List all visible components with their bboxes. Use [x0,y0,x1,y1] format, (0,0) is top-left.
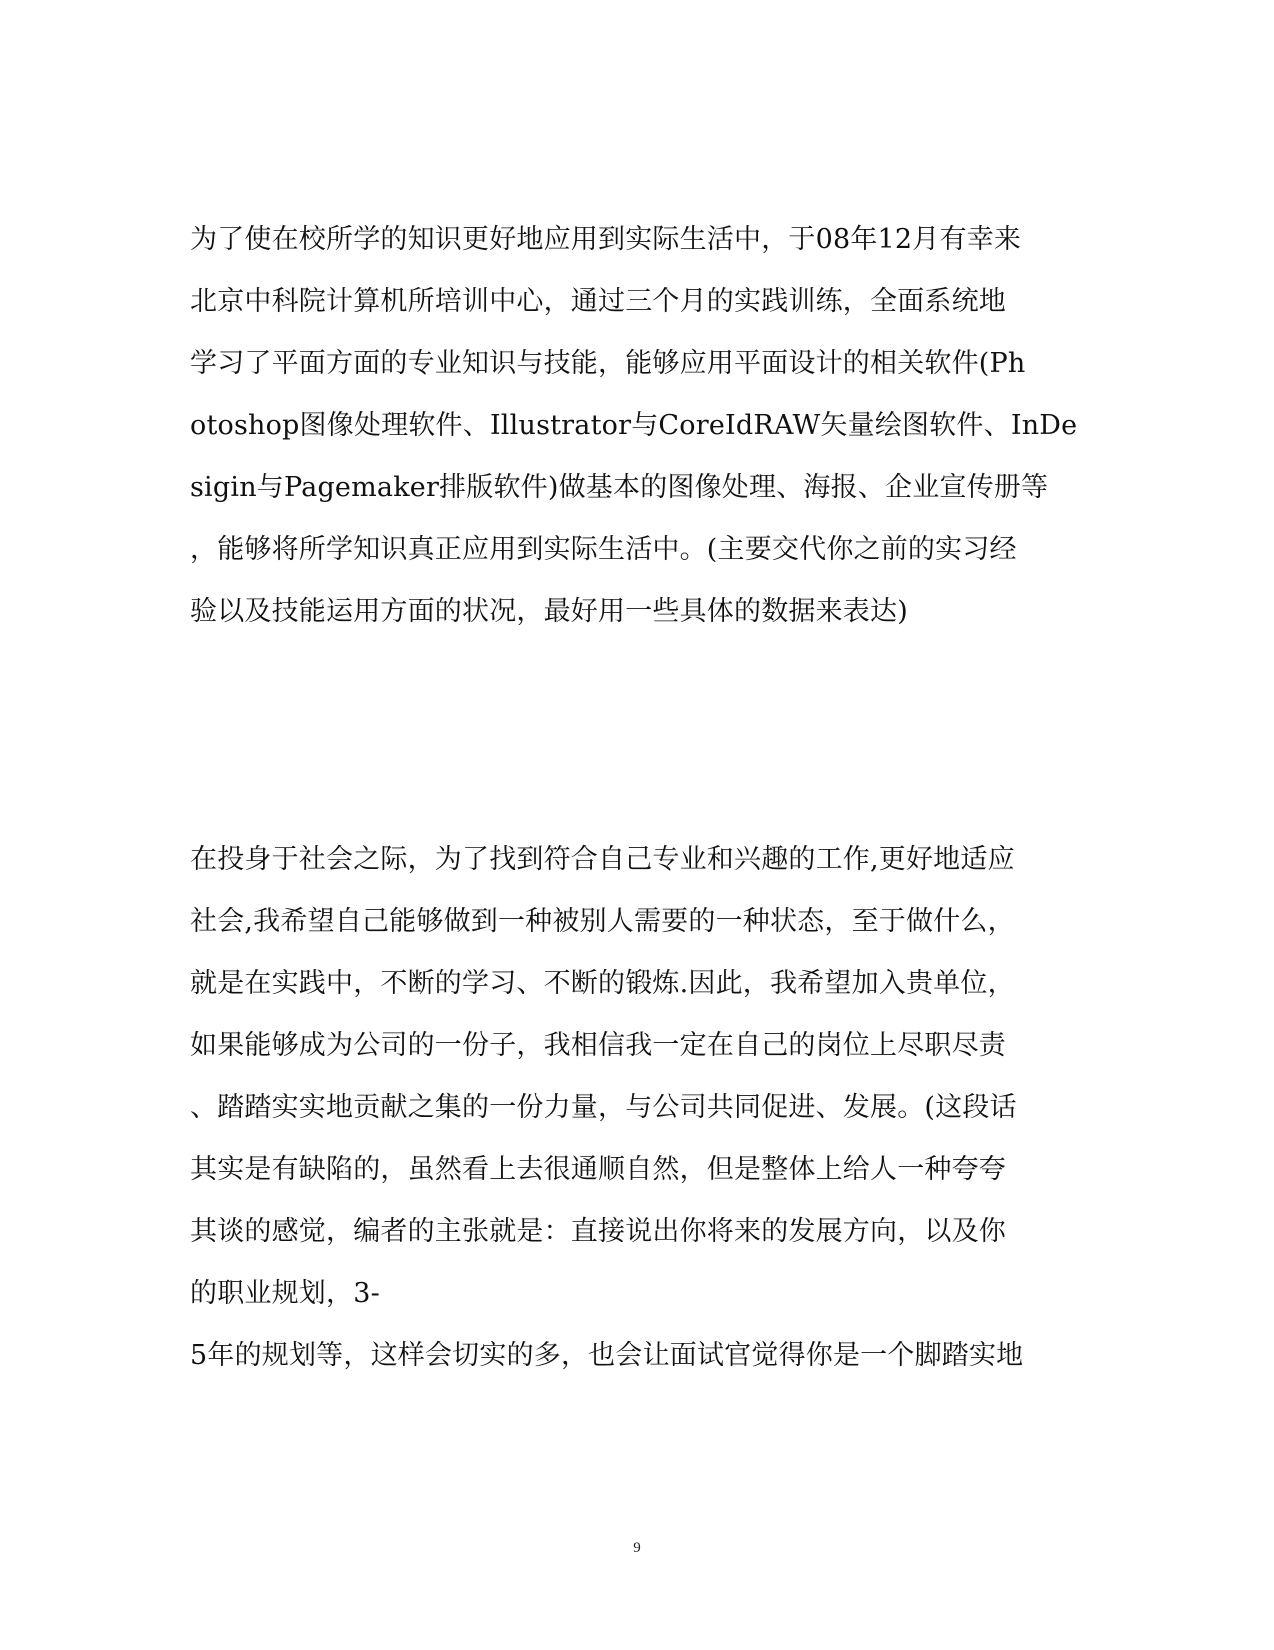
paragraph-line: ，能够将所学知识真正应用到实际生活中。(主要交代你之前的实习经 [190,534,1017,565]
paragraph-line: 5年的规划等，这样会切实的多，也会让面试官觉得你是一个脚踏实地 [190,1340,1024,1371]
paragraph-line: 在投身于社会之际，为了找到符合自己专业和兴趣的工作,更好地适应 [190,844,1015,875]
paragraph-line: 的职业规划，3- [190,1278,380,1309]
paragraph-line: 验以及技能运用方面的状况，最好用一些具体的数据来表达) [190,596,908,627]
paragraph-line: 学习了平面方面的专业知识与技能，能够应用平面设计的相关软件(Ph [190,348,1026,379]
paragraph-line: 就是在实践中，不断的学习、不断的锻炼.因此，我希望加入贵单位， [190,968,1015,999]
page-number: 9 [633,1540,641,1556]
paragraph-line: 如果能够成为公司的一份子，我相信我一定在自己的岗位上尽职尽责 [190,1030,1006,1061]
paragraph-line: 为了使在校所学的知识更好地应用到实际生活中，于08年12月有幸来 [190,224,1022,255]
paragraph-line: sigin与Pagemaker排版软件)做基本的图像处理、海报、企业宣传册等 [190,472,1049,503]
paragraph-line: 其实是有缺陷的，虽然看上去很通顺自然，但是整体上给人一种夸夸 [190,1154,1006,1185]
paragraph-line: otoshop图像处理软件、Illustrator与CoreIdRAW矢量绘图软件、InDe [190,410,1078,441]
paragraph-line: 、踏踏实实地贡献之集的一份力量，与公司共同促进、发展。(这段话 [190,1092,1017,1123]
paragraph-line: 社会,我希望自己能够做到一种被别人需要的一种状态，至于做什么， [190,906,1015,937]
paragraph-line: 其谈的感觉，编者的主张就是：直接说出你将来的发展方向，以及你 [190,1216,1006,1247]
paragraph-line: 北京中科院计算机所培训中心，通过三个月的实践训练，全面系统地 [190,286,1006,317]
